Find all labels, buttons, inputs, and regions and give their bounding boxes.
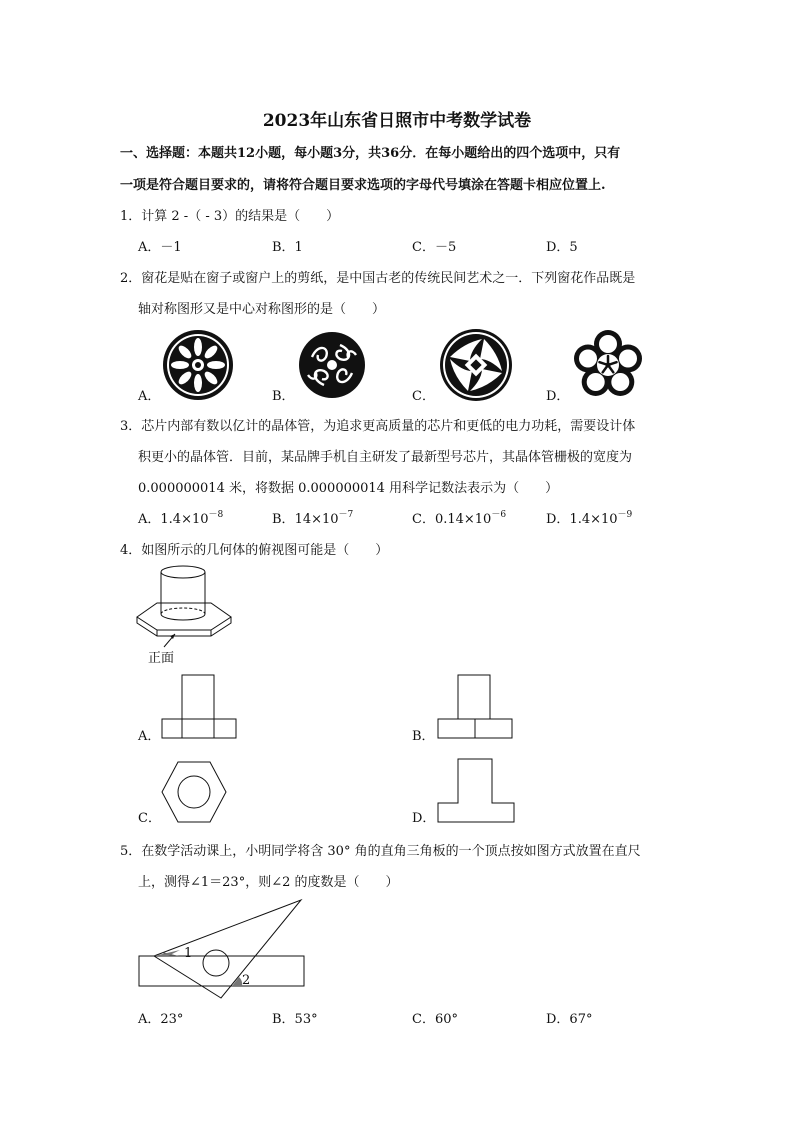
- paper-cut-c-image: [439, 328, 513, 402]
- paper-cut-b-image: [298, 331, 366, 399]
- q5-stem-line2: 上，测得∠1＝23°，则∠2 的度数是（ ）: [138, 875, 399, 890]
- q4-solid-figure: [135, 560, 235, 640]
- q4-front-label: 正面: [148, 651, 175, 666]
- q3-stem-line1: 3．芯片内部有数以亿计的晶体管，为追求更高质量的芯片和更低的电力功耗，需要设计体: [120, 419, 636, 434]
- q2-label-d: D．: [546, 389, 570, 404]
- q3-stem-line2: 积更小的晶体管．目前，某品牌手机自主研发了最新型号芯片，其晶体管栅极的宽度为: [138, 450, 633, 465]
- q1-option-d: D．5: [546, 240, 578, 255]
- q1-option-a: A．－1: [138, 240, 182, 255]
- q1-option-c: C．－5: [412, 240, 457, 255]
- q3-option-d: D．$1.4\times 10^{-9}$: [546, 510, 633, 527]
- q4-label-c: C．: [138, 811, 161, 826]
- q4-label-d: D．: [412, 811, 436, 826]
- q5-angle2-label: 2: [242, 973, 251, 988]
- q2-stem-line1: 2．窗花是贴在窗子或窗户上的剪纸，是中国古老的传统民间艺术之一．下列窗花作品既是: [120, 271, 636, 286]
- q3-option-a: A．$1.4\times 10^{-8}$: [138, 510, 224, 527]
- q4-option-c-figure: [160, 760, 230, 824]
- q5-option-d: D．67°: [546, 1012, 593, 1027]
- paper-cut-d-image: [572, 329, 644, 401]
- q4-stem: 4．如图所示的几何体的俯视图可能是（ ）: [120, 543, 389, 558]
- q5-ruler-triangle-figure: [138, 898, 308, 1002]
- q5-option-c: C．60°: [412, 1012, 458, 1027]
- q1-option-b: B．1: [272, 240, 303, 255]
- q5-stem-line1: 5．在数学活动课上，小明同学将含 30° 角的直角三角板的一个顶点按如图方式放置在直尺: [120, 844, 641, 859]
- q2-label-b: B．: [272, 389, 295, 404]
- q5-option-a: A．23°: [138, 1012, 184, 1027]
- q2-stem-line2: 轴对称图形又是中心对称图形的是（ ）: [138, 302, 386, 317]
- q3-option-b: B．$14\times 10^{-7}$: [272, 510, 354, 527]
- q3-option-c: C．$0.14\times 10^{-6}$: [412, 510, 507, 527]
- q2-label-c: C．: [412, 389, 435, 404]
- q2-label-a: A．: [138, 389, 161, 404]
- q3-stem-line3: 0.000000014 米，将数据 0.000000014 用科学记数法表示为（ ）: [138, 481, 559, 496]
- q4-option-d-figure: [436, 758, 516, 824]
- page-title: 2023年山东省日照市中考数学试卷: [262, 111, 532, 131]
- section-instruction-line2: 一项是符合题目要求的，请将符合题目要求选项的字母代号填涂在答题卡相应位置上.: [120, 178, 606, 193]
- q4-option-b-figure: [436, 674, 516, 740]
- q1-stem: 1．计算 2 -（ - 3）的结果是（ ）: [120, 209, 340, 224]
- q4-option-a-figure: [160, 674, 240, 740]
- q4-label-b: B．: [412, 729, 435, 744]
- section-instruction-line1: 一、选择题：本题共12小题，每小题3分，共36分．在每小题给出的四个选项中，只有: [120, 146, 621, 161]
- q5-angle1-label: 1: [184, 946, 193, 961]
- paper-cut-a-image: [162, 329, 234, 401]
- q4-label-a: A．: [138, 729, 161, 744]
- q5-option-b: B．53°: [272, 1012, 318, 1027]
